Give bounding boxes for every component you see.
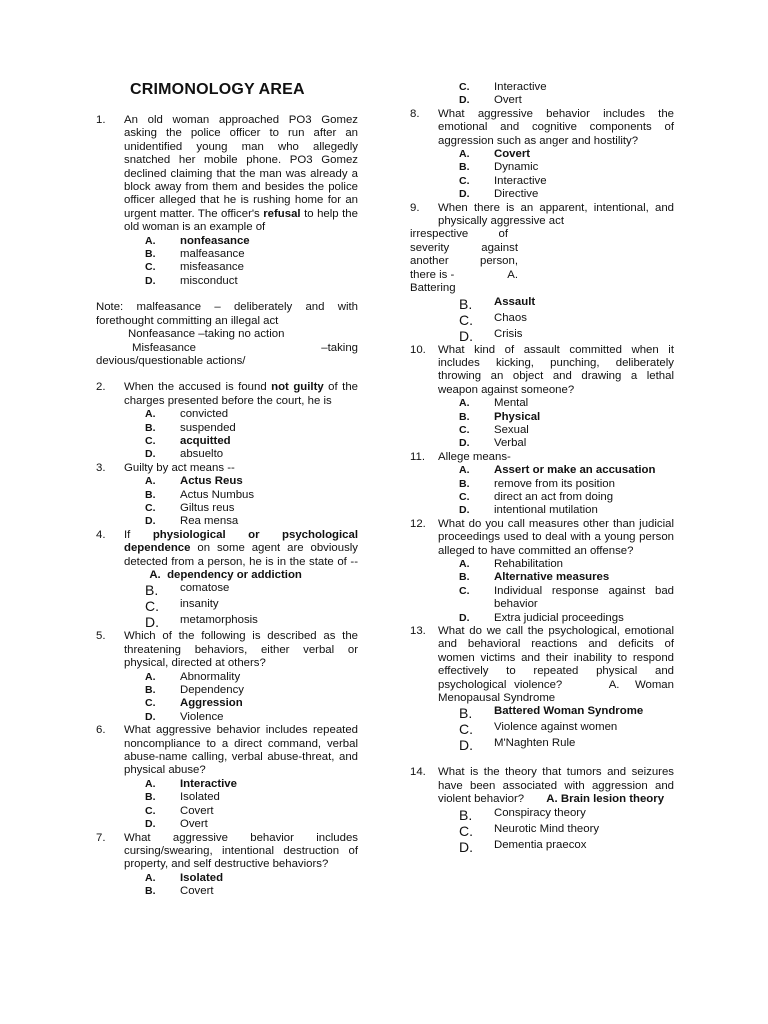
options-list xyxy=(459,705,674,753)
question-stem: What kind of assault committed when it includes kicking, punching, deliberately throwing an object and drawing a lethal weapon against someone? xyxy=(438,343,674,396)
question-number: 5. xyxy=(96,630,106,643)
options-list xyxy=(459,558,674,625)
note-line: devious/questionable actions/ xyxy=(96,354,246,367)
question-stem: What aggressive behavior includes repeated noncompliance to a direct command, verbal abuse-name calling, verbal abuse-threat, and physical abuse? xyxy=(124,724,358,777)
option-c[interactable]: C. Sexual xyxy=(459,423,529,436)
question-6 xyxy=(96,724,358,831)
options-list xyxy=(145,778,358,832)
question-stem: Guilty by act means -- xyxy=(124,461,235,474)
option-a[interactable]: A. nonfeasance xyxy=(145,234,250,247)
option-a[interactable]: A. Covert xyxy=(459,148,531,161)
options-list xyxy=(459,464,674,518)
question-1 xyxy=(96,114,358,288)
option-b[interactable]: B. Actus Numbus xyxy=(145,488,255,501)
options-list xyxy=(459,397,674,451)
question-stem: Allege means- xyxy=(438,450,511,463)
question-number: 6. xyxy=(96,724,106,737)
option-a[interactable]: A. convicted xyxy=(145,408,229,421)
option-c[interactable]: C. misfeasance xyxy=(145,261,244,274)
options-list xyxy=(145,235,358,289)
question-number: 8. xyxy=(410,107,420,120)
option-c[interactable]: C. Giltus reus xyxy=(145,501,235,514)
option-b[interactable]: B. Isolated xyxy=(145,791,220,804)
options-list xyxy=(145,475,358,529)
question-9 xyxy=(410,202,674,344)
option-a[interactable]: A. Mental xyxy=(459,397,529,410)
option-a[interactable]: A. Isolated xyxy=(145,871,224,884)
options-list xyxy=(459,148,674,202)
answer-letter: A. xyxy=(149,569,161,581)
question-stem: When the accused is found not guilty of the charges presented before the court, he is xyxy=(124,381,358,407)
note-line: Note: malfeasance – deliberately and with forethought committing an illegal act xyxy=(96,301,358,327)
question-number: 10. xyxy=(410,343,426,356)
options-list xyxy=(145,671,358,725)
question-7 xyxy=(96,832,358,899)
question-number: 9. xyxy=(410,201,420,214)
page-title: CRIMONOLOGY AREA xyxy=(130,81,305,98)
option-d[interactable]: D. intentional mutilation xyxy=(459,504,598,517)
question-number: 12. xyxy=(410,517,426,530)
question-stem: What do you call measures other than judicial proceedings used to deal with a young person alleged to have committed an offense? xyxy=(438,517,674,557)
option-b[interactable]: B. malfeasance xyxy=(145,248,245,261)
option-c[interactable]: C. Aggression xyxy=(145,697,243,710)
options-list xyxy=(145,582,358,630)
option-d[interactable]: D. Extra judicial proceedings xyxy=(459,611,624,624)
option-d[interactable]: D. M'Naghten Rule xyxy=(459,737,576,754)
option-c[interactable]: C. direct an act from doing xyxy=(459,490,614,503)
question-5 xyxy=(96,630,358,724)
question-number: 2. xyxy=(96,381,106,394)
option-b[interactable]: B. Alternative measures xyxy=(459,571,610,584)
options-list xyxy=(459,807,674,855)
question-12 xyxy=(410,518,674,625)
options-list xyxy=(145,408,358,462)
answer-text: Brain lesion theory xyxy=(560,793,665,806)
question-10 xyxy=(410,344,674,451)
option-b[interactable]: B. Dependency xyxy=(145,684,244,697)
option-c[interactable]: C. acquitted xyxy=(145,434,231,447)
question-number: 3. xyxy=(96,461,106,474)
option-d[interactable]: D. metamorphosis xyxy=(145,614,258,631)
option-b[interactable]: B. Dynamic xyxy=(459,161,539,174)
question-4 xyxy=(96,529,358,631)
question-3 xyxy=(96,462,358,529)
question-stem: What is the theory that tumors and seizures have been associated with aggression and violent behavior? A. Brain lesion theory xyxy=(438,766,674,806)
question-number: 4. xyxy=(96,528,106,541)
question-13 xyxy=(410,625,674,753)
question-11 xyxy=(410,451,674,518)
option-c[interactable]: C. Individual response against bad behavior xyxy=(459,584,674,611)
question-8 xyxy=(410,108,674,202)
question-number: 11. xyxy=(410,450,425,463)
question-stem: An old woman approached PO3 Gomez asking the police officer to run after an unidentified young man who allegedly snatched her mobile phone. PO3 Gomez declined claiming that the man was already a block away from them and besides the police officer alleged that he is rushing home for an urgent matter. The officer's refusal to help the old woman is an example of xyxy=(124,114,358,234)
question-14 xyxy=(410,766,674,854)
option-b[interactable]: B. remove from its position xyxy=(459,477,615,490)
options-list xyxy=(145,872,358,899)
question-number: 7. xyxy=(96,831,106,844)
option-b[interactable]: B. suspended xyxy=(145,421,236,434)
question-stem: If physiological or psychological dependence on some agent are obviously detected from a person, he is in the state of -- A. dependency or addiction xyxy=(124,528,358,581)
option-d[interactable]: D. Directive xyxy=(459,188,539,201)
question-stem: What do we call the psychological, emotional and behavioral reactions and deficits of women victims and their inability to respond effectively to repeated physical and psychological violence? A. Woman Menopausal Syndrome xyxy=(438,625,674,705)
answer-text: Woman Menopausal Syndrome xyxy=(438,678,674,705)
question-stem: What aggressive behavior includes the emotional and cognitive components of aggression such as anger and hostility? xyxy=(438,107,674,147)
left-column xyxy=(96,80,358,899)
question-stem: What aggressive behavior includes cursing/swearing, intentional destruction of property, and self destructive behaviors? xyxy=(124,831,358,871)
option-a[interactable]: A. Actus Reus xyxy=(145,475,243,488)
option-d[interactable]: D. Dementia praecox xyxy=(459,838,587,855)
option-d[interactable]: D. Crisis xyxy=(459,327,523,344)
option-c[interactable]: C. insanity xyxy=(145,598,219,615)
option-d[interactable]: D. Rea mensa xyxy=(145,515,239,528)
options-list xyxy=(459,81,674,108)
option-d[interactable]: D. Overt xyxy=(145,818,208,831)
question-stem: Which of the following is described as the threatening behaviors, either verbal or physical, directed at others? xyxy=(124,630,358,670)
answer-letter: A. xyxy=(546,793,558,806)
option-c[interactable]: C. Chaos xyxy=(459,311,527,328)
question-stem: When there is an apparent, intentional, and physically aggressive act xyxy=(438,201,674,228)
option-b[interactable]: B. Battered Woman Syndrome xyxy=(459,705,644,722)
option-c[interactable]: C. Violence against women xyxy=(459,721,618,738)
question-2 xyxy=(96,381,358,461)
option-c[interactable]: C. Covert xyxy=(145,804,214,817)
answer-letter: A. xyxy=(608,678,620,691)
option-a[interactable]: A. Rehabilitation xyxy=(459,558,564,570)
option-b[interactable]: B. Physical xyxy=(459,410,541,423)
right-column xyxy=(410,81,674,855)
question-number: 14. xyxy=(410,766,426,779)
option-d[interactable]: D. Verbal xyxy=(459,437,527,450)
note-line: Nonfeasance –taking no action xyxy=(128,328,285,341)
note-line: Misfeasance –taking xyxy=(132,341,358,354)
option-a[interactable]: A. Abnormality xyxy=(145,670,241,683)
option-d[interactable]: D. Violence xyxy=(145,710,224,723)
option-b[interactable]: B. comatose xyxy=(145,582,230,599)
options-list xyxy=(459,296,674,344)
answer-text: dependency or addiction xyxy=(167,569,302,581)
option-b[interactable]: B. Assault xyxy=(459,295,536,312)
question-number: 13. xyxy=(410,625,426,638)
question-number: 1. xyxy=(96,114,106,126)
option-b[interactable]: B. Conspiracy theory xyxy=(459,806,586,823)
option-a[interactable]: A. Interactive xyxy=(145,777,237,790)
question-stem-fragment: irrespective of severity against another person, there is - A. Battering xyxy=(410,228,518,295)
note-block xyxy=(96,301,358,368)
option-b[interactable]: B. Covert xyxy=(145,885,214,898)
option-c[interactable]: C. Neurotic Mind theory xyxy=(459,822,600,839)
option-c[interactable]: C. Interactive xyxy=(459,174,547,187)
option-a[interactable]: A. Assert or make an accusation xyxy=(459,464,656,477)
option-d[interactable]: D. Overt xyxy=(459,94,522,107)
question-7-continued xyxy=(410,81,674,108)
option-d[interactable]: D. absuelto xyxy=(145,448,224,461)
option-d[interactable]: D. misconduct xyxy=(145,274,238,287)
option-c[interactable]: C. Interactive xyxy=(459,81,547,93)
